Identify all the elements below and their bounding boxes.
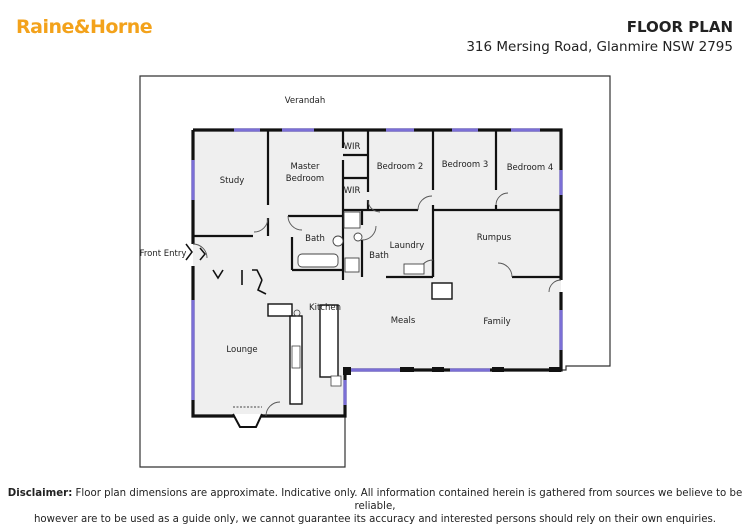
- room-label-rumpus: Rumpus: [476, 233, 512, 243]
- room-label-master-bedroom-1: Master: [290, 162, 320, 172]
- room-label-bedroom-2: Bedroom 2: [376, 162, 424, 172]
- room-label-bath-2: Bath: [369, 251, 389, 261]
- page-title: FLOOR PLAN: [626, 18, 733, 36]
- room-label-front-entry: Front Entry: [139, 249, 187, 259]
- disclaimer: [0, 487, 750, 526]
- brand-logo: Raine&Horne: [16, 16, 153, 38]
- disclaimer-label: Disclaimer:: [7, 488, 73, 499]
- interior-floor: [193, 130, 561, 427]
- room-label-wir-1: WIR: [343, 142, 361, 152]
- room-label-bedroom-4: Bedroom 4: [506, 163, 554, 173]
- fireplace: [432, 283, 452, 299]
- room-label-lounge: Lounge: [226, 345, 258, 355]
- room-label-bath-1: Bath: [305, 234, 325, 244]
- room-label-wir-2: WIR: [343, 186, 361, 196]
- room-label-family: Family: [483, 317, 511, 327]
- room-label-meals: Meals: [390, 316, 416, 326]
- room-label-study: Study: [219, 176, 245, 186]
- room-label-kitchen: Kitchen: [309, 303, 341, 313]
- room-label-bedroom-3: Bedroom 3: [441, 160, 489, 170]
- property-address: 316 Mersing Road, Glanmire NSW 2795: [466, 39, 733, 55]
- room-label-verandah: Verandah: [284, 96, 326, 106]
- disclaimer-text-1: Floor plan dimensions are approximate. Indicative only. All information contained herein is gathered from sources we believe to be reliable,: [75, 488, 743, 512]
- room-label-master-bedroom-2: Bedroom: [285, 174, 325, 184]
- room-label-laundry: Laundry: [389, 241, 425, 251]
- disclaimer-text-2: however are to be used as a guide only, we cannot guarantee its accuracy and interested persons should rely on their own enquiries.: [33, 514, 717, 525]
